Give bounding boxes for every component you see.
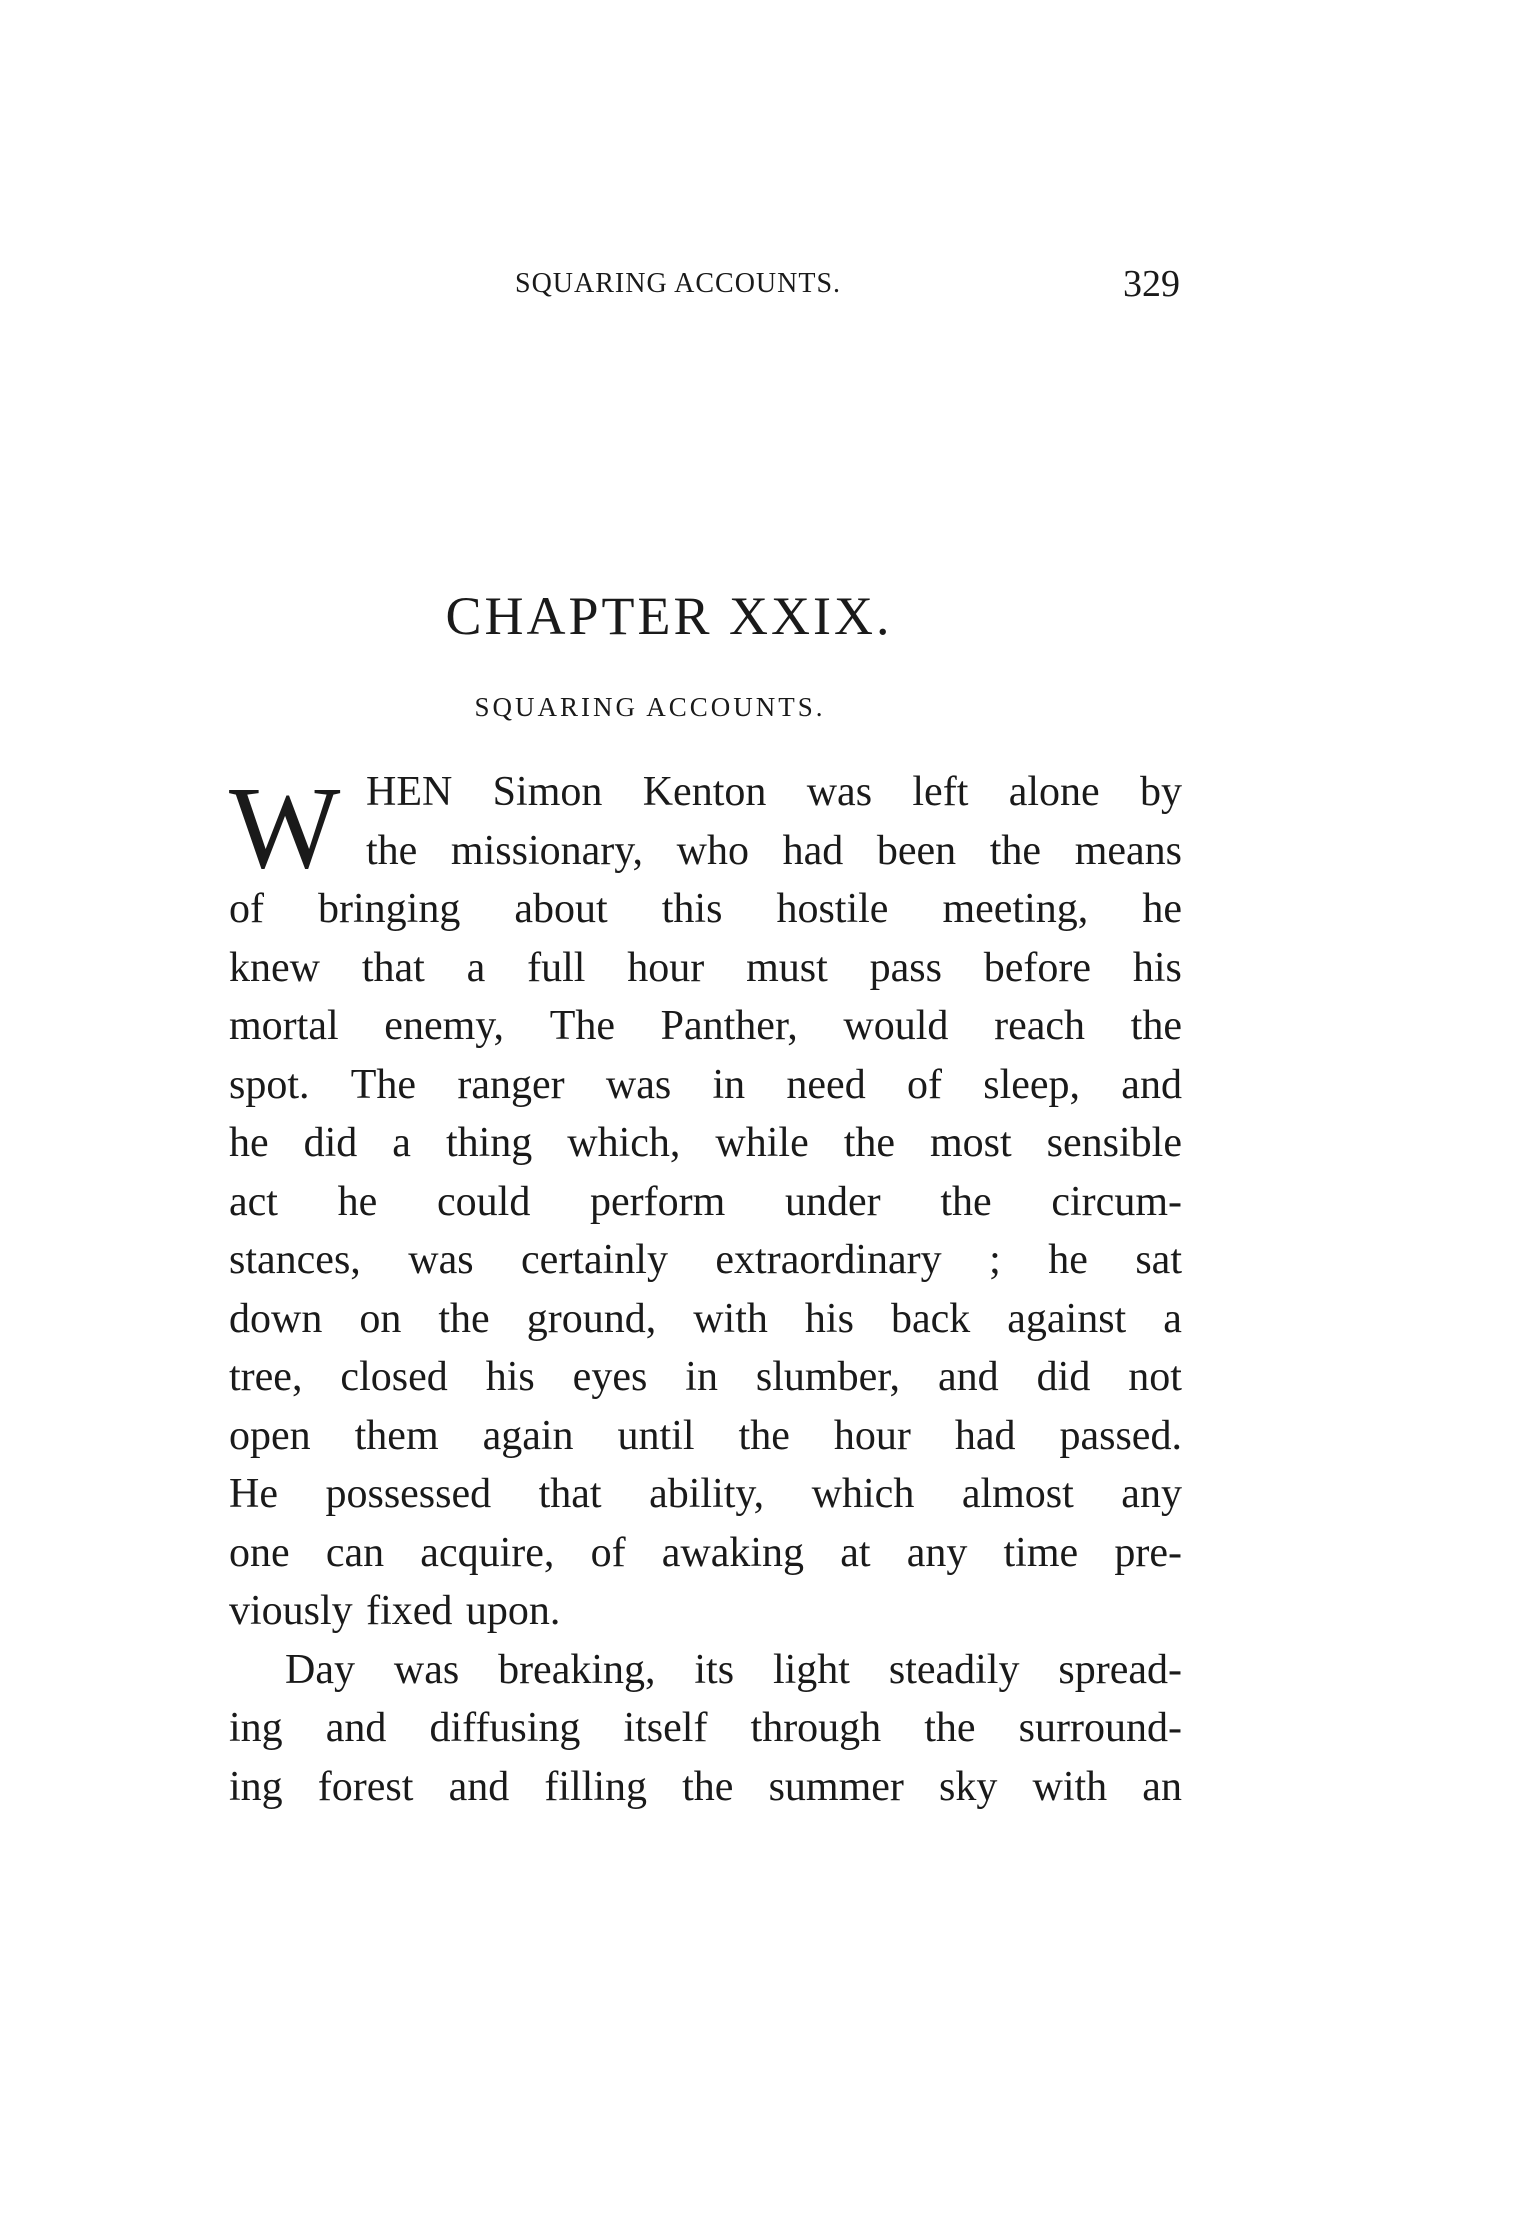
word: summer — [768, 1763, 904, 1810]
word: spread- — [1058, 1646, 1182, 1693]
word: ground, — [526, 1295, 657, 1342]
word: sky — [939, 1763, 998, 1810]
word: that — [538, 1471, 602, 1517]
word: the — [738, 1412, 790, 1459]
word: pass — [869, 944, 942, 991]
word: means — [1074, 827, 1182, 874]
word: with — [693, 1295, 768, 1342]
word: and — [325, 1705, 387, 1751]
word: awaking — [661, 1529, 805, 1576]
word: forest — [317, 1763, 414, 1810]
word: extraordinary — [715, 1237, 942, 1283]
word: the — [989, 827, 1042, 874]
word: pre- — [1114, 1529, 1182, 1576]
word: reach — [994, 1003, 1085, 1049]
word: upon. — [465, 1588, 561, 1634]
word: enemy, — [384, 1003, 505, 1049]
word: Simon — [492, 769, 603, 815]
text-line — [229, 1348, 1182, 1407]
word: passed. — [1059, 1412, 1182, 1459]
word: would — [843, 1003, 949, 1049]
word: sensible — [1046, 1120, 1182, 1166]
word: need — [786, 1061, 866, 1108]
word: hostile — [776, 886, 889, 932]
word: almost — [961, 1471, 1074, 1517]
word: time — [1003, 1529, 1079, 1576]
word: certainly — [521, 1237, 668, 1283]
word: spot. — [229, 1061, 310, 1108]
word: slumber, — [755, 1354, 901, 1400]
word: he — [337, 1178, 378, 1225]
word: act — [229, 1178, 278, 1225]
text-line — [229, 1524, 1182, 1583]
word: had — [954, 1412, 1016, 1459]
text-line — [229, 1056, 1182, 1115]
word: was — [408, 1237, 474, 1283]
word: he — [1142, 886, 1182, 932]
word: that — [361, 944, 425, 991]
word: in — [685, 1354, 718, 1400]
word: circum- — [1051, 1178, 1182, 1225]
word: had — [782, 827, 844, 874]
text-line — [229, 1641, 1182, 1700]
text-line — [229, 1582, 1182, 1641]
word: ranger — [457, 1061, 565, 1108]
word: missionary, — [450, 827, 644, 874]
text-line — [229, 1290, 1182, 1349]
word: was — [393, 1646, 460, 1693]
body-text — [229, 763, 1182, 1816]
word: closed — [340, 1354, 448, 1400]
text-line — [229, 763, 1182, 822]
text-line — [229, 822, 1182, 881]
word: this — [661, 886, 723, 932]
text-line — [229, 1173, 1182, 1232]
word: The — [549, 1003, 615, 1049]
word: Day — [285, 1646, 355, 1693]
word: knew — [229, 944, 320, 991]
page-number: 329 — [1123, 263, 1180, 305]
running-head — [230, 263, 1180, 318]
word: his — [1132, 944, 1182, 991]
word: most — [930, 1120, 1012, 1166]
word: thing — [445, 1120, 533, 1166]
word: left — [912, 769, 969, 815]
word: light — [772, 1646, 850, 1693]
text-line — [229, 1407, 1182, 1466]
word: on — [359, 1295, 402, 1342]
word: them — [354, 1412, 439, 1459]
word: open — [229, 1412, 311, 1459]
word: meeting, — [942, 886, 1089, 932]
word: not — [1128, 1354, 1182, 1400]
word: The — [350, 1061, 417, 1108]
word: back — [890, 1295, 971, 1342]
text-line — [229, 1758, 1182, 1817]
word: must — [746, 944, 828, 991]
word: he — [1048, 1237, 1088, 1283]
word: and — [1121, 1061, 1182, 1108]
word: sat — [1135, 1237, 1182, 1283]
word: in — [712, 1061, 746, 1108]
chapter-title: CHAPTER XXIX. — [445, 586, 893, 646]
word: acquire, — [420, 1529, 555, 1576]
word: with — [1032, 1763, 1108, 1810]
word: breaking, — [498, 1646, 656, 1693]
word: through — [750, 1705, 882, 1751]
word: surround- — [1018, 1705, 1182, 1751]
word: perform — [590, 1178, 726, 1225]
word: and — [448, 1763, 510, 1810]
word: Kenton — [642, 769, 767, 815]
word: itself — [623, 1705, 708, 1751]
word: by — [1140, 769, 1182, 815]
text-line — [229, 880, 1182, 939]
text-line — [229, 1114, 1182, 1173]
word: an — [1142, 1763, 1182, 1810]
word: one — [229, 1529, 290, 1576]
chapter-subtitle: SQUARING ACCOUNTS. — [474, 692, 826, 722]
word: hour — [833, 1412, 911, 1459]
drop-cap: W — [229, 762, 341, 893]
text-line — [229, 1231, 1182, 1290]
text-line — [229, 1699, 1182, 1758]
word: its — [694, 1646, 735, 1693]
word: alone — [1008, 769, 1100, 815]
word: sleep, — [983, 1061, 1081, 1108]
word: HEN — [366, 769, 453, 815]
word: ing — [229, 1763, 283, 1810]
word: a — [1163, 1295, 1182, 1342]
word: which, — [567, 1120, 681, 1166]
word: stances, — [229, 1237, 361, 1283]
word: full — [527, 944, 586, 991]
word: tree, — [229, 1354, 303, 1400]
word: down — [229, 1295, 323, 1342]
word: viously — [229, 1588, 353, 1634]
word: eyes — [572, 1354, 648, 1400]
text-line — [229, 1465, 1182, 1524]
word: of — [229, 886, 264, 932]
word: at — [840, 1529, 871, 1576]
word: was — [806, 769, 873, 815]
word: any — [1121, 1471, 1182, 1517]
word: his — [804, 1295, 854, 1342]
word: been — [876, 827, 957, 874]
word: fixed — [366, 1588, 453, 1634]
text-line — [229, 997, 1182, 1056]
word: about — [514, 886, 608, 932]
word: He — [229, 1471, 278, 1517]
word: bringing — [318, 886, 461, 932]
word: until — [617, 1412, 695, 1459]
word: his — [485, 1354, 535, 1400]
word: could — [437, 1178, 531, 1225]
word: mortal — [229, 1003, 339, 1049]
word: possessed — [325, 1471, 492, 1517]
word: was — [605, 1061, 672, 1108]
word: a — [466, 944, 486, 991]
word: who — [676, 827, 749, 874]
word: can — [325, 1529, 385, 1576]
word: the — [1130, 1003, 1182, 1049]
word: the — [682, 1763, 734, 1810]
word: did — [303, 1120, 358, 1166]
word: filling — [544, 1763, 648, 1810]
word: before — [983, 944, 1092, 991]
word: while — [715, 1120, 809, 1166]
word: of — [906, 1061, 942, 1108]
word: again — [482, 1412, 574, 1459]
word: the — [438, 1295, 490, 1342]
word: of — [590, 1529, 626, 1576]
word: hour — [627, 944, 705, 991]
word: and — [938, 1354, 999, 1400]
word: the — [843, 1120, 896, 1166]
word: any — [906, 1529, 968, 1576]
word: Panther, — [660, 1003, 798, 1049]
word: the — [924, 1705, 976, 1751]
word: did — [1036, 1354, 1091, 1400]
word: ; — [989, 1237, 1001, 1283]
word: a — [392, 1120, 411, 1166]
word: steadily — [888, 1646, 1020, 1693]
word: ing — [229, 1705, 283, 1751]
running-title: SQUARING ACCOUNTS. — [515, 268, 842, 299]
word: the — [940, 1178, 992, 1225]
word: ability, — [649, 1471, 765, 1517]
word: diffusing — [429, 1705, 581, 1751]
word: he — [229, 1120, 269, 1166]
word: the — [366, 827, 418, 874]
word: against — [1007, 1295, 1127, 1342]
word: which — [811, 1471, 915, 1517]
text-line — [229, 939, 1182, 998]
word: under — [785, 1178, 881, 1225]
